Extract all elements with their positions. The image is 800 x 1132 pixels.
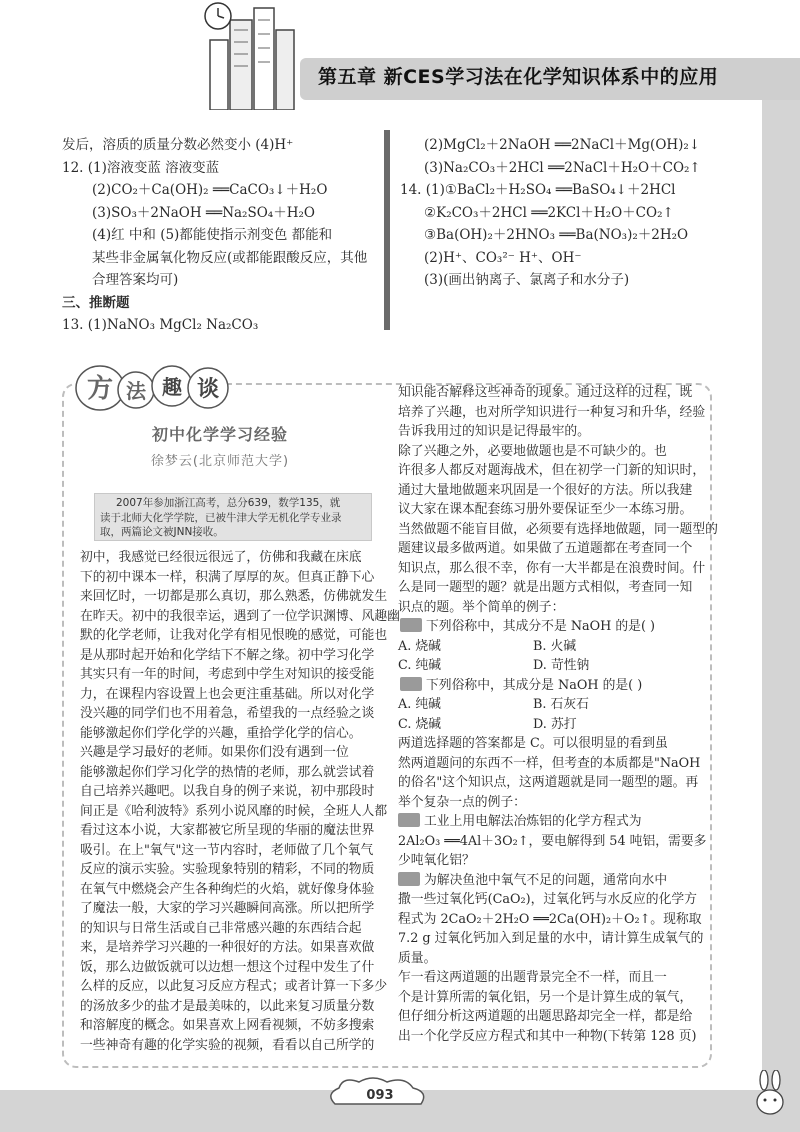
answer-line: (2)H⁺、CO₃²⁻ H⁺、OH⁻	[424, 249, 582, 266]
article-right-column	[398, 383, 718, 1046]
body-line: 是从那时起开始和化学结下不解之缘。初中学习化学	[80, 647, 375, 663]
body-line: 但仔细分析这两道题的出题思路却完全一样，都是给	[398, 1009, 693, 1024]
intro-line: 2007年参加浙江高考，总分639，数学135，就	[116, 497, 341, 509]
example-text: 为解决鱼池中氧气不足的问题，通常向水中	[424, 872, 668, 888]
badge-char: 方	[86, 374, 114, 404]
body-line: 出一个化学反应方程式和其中一种物(下转第 128 页)	[398, 1028, 697, 1044]
body-line: 议大家在课本配套练习册外要保证至少一本练习册。	[398, 502, 693, 517]
body-line: 许很多人都反对题海战术，但在初学一门新的知识时，	[398, 463, 706, 478]
example-line	[398, 871, 698, 891]
article-title: 初中化学学习经验	[151, 425, 288, 444]
answer-line: (2)MgCl₂＋2NaOH ══2NaCl＋Mg(OH)₂↓	[424, 137, 701, 153]
body-line: 告诉我用过的知识是记得最牢的。	[398, 424, 590, 439]
option: C. 烧碱	[398, 716, 442, 732]
body-line: 能够激起你们学化学的兴趣，重拾学化学的信心。	[80, 725, 362, 741]
body-line: 其实只有一年的时间，考虑到中学生对知识的接受能	[80, 667, 375, 682]
body-line: 来回忆时，一切都是那么真切，那么熟悉，仿佛就发生	[80, 589, 388, 604]
example-question	[398, 617, 698, 637]
answer-line: (2)CO₂＋Ca(OH)₂ ══CaCO₃↓＋H₂O	[92, 182, 328, 198]
answer-line: (3)(画出钠离子、氯离子和水分子)	[424, 272, 630, 288]
body-line: 培养了兴趣，也对所学知识进行一种复习和升华，经验	[398, 404, 706, 420]
answer-line: (3)SO₃＋2NaOH ══Na₂SO₄＋H₂O	[92, 204, 315, 221]
page-number: 093	[366, 1088, 394, 1103]
body-line: 除了兴趣之外，必要地做题也是不可缺少的。也	[398, 443, 667, 459]
body-line: 没兴趣的同学们也不用着急，希望我的一点经验之谈	[80, 706, 375, 721]
option: B. 火碱	[533, 638, 577, 654]
body-line: 举个复杂一点的例子：	[398, 794, 526, 810]
option: A. 烧碱	[398, 638, 441, 654]
body-line: 反应的演示实验。实验现象特别的精彩，不同的物质	[80, 862, 375, 877]
example-options-row	[398, 656, 698, 676]
body-line: 个是计算所需的氧化铝，另一个是计算生成的氧气，	[398, 989, 693, 1005]
body-line: 么是同一题型的题？就是出题方式相似，考查同一知	[398, 580, 693, 595]
body-line: 的汤放多少的盐才是最美味的，以此来复习质量分数	[80, 998, 375, 1014]
example-options-row	[398, 637, 698, 657]
answer-line: 某些非金属氧化物反应(或都能跟酸反应，其他	[92, 249, 368, 266]
article-left-column	[80, 548, 400, 1055]
option: B. 石灰石	[533, 697, 589, 712]
badge-char: 谈	[196, 377, 220, 402]
example-options-row	[398, 695, 698, 715]
author-intro	[100, 496, 368, 540]
example-question-text: 下列俗称中，其成分是 NaOH 的是( )	[426, 677, 643, 693]
body-line: 在氧气中燃烧会产生各种绚烂的火焰，就好像身体验	[80, 881, 375, 897]
body-line: 了魔法一般，大家的学习兴趣瞬间高涨。所以把所学	[80, 901, 375, 916]
body-line: 两道选择题的答案都是 C。可以很明显的看到虽	[398, 736, 668, 751]
answer-line: ②K₂CO₃＋2HCl ══2KCl＋H₂O＋CO₂↑	[424, 204, 674, 221]
body-line: 看过这本小说，大家都被它所呈现的华丽的魔法世界	[80, 823, 375, 838]
body-line: 当然做题不能盲目做，必须要有选择地做题，同一题型的	[398, 521, 718, 537]
body-line: 自己培养兴趣吧。以我自身的例子来说，初中那段时	[80, 784, 375, 799]
chapter-title: 第五章 新CES学习法在化学知识体系中的应用	[318, 66, 719, 88]
body-line: 一些神奇有趣的化学实验的视频，看看以自己所学的	[80, 1037, 375, 1053]
example-question-text: 下列俗称中，其成分不是 NaOH 的是( )	[426, 619, 656, 634]
intro-line: 读于北师大化学学院，已被牛津大学无机化学专业录	[100, 511, 342, 524]
answer-line: 13. (1)NaNO₃ MgCl₂ Na₂CO₃	[62, 317, 259, 333]
example-tag-icon	[400, 677, 422, 691]
example-line: 质量。	[398, 950, 437, 966]
body-line: 识点的题。举个简单的例子：	[398, 599, 565, 615]
answer-line: 发后，溶质的质量分数必然变小 (4)H⁺	[62, 137, 294, 153]
body-line: 乍一看这两道题的出题背景完全不一样，而且一	[398, 970, 667, 985]
body-line: 下的初中课本一样，积满了厚厚的灰。但真正静下心	[80, 569, 375, 585]
option: D. 苏打	[533, 716, 577, 732]
body-line: 的俗名"这个知识点，这两道题就是同一题型的题。再	[398, 775, 699, 790]
body-line: 在昨天。初中的我很幸运，遇到了一位学识渊博、风趣幽	[80, 608, 400, 624]
example-tag-icon	[400, 618, 422, 632]
body-line: 知识点，那么很不幸，你有一大半都是在浪费时间。什	[398, 560, 706, 576]
body-line: 初中，我感觉已经很远很远了，仿佛和我藏在床底	[80, 550, 362, 565]
example-tag-icon	[398, 872, 420, 886]
example-line: 7.2 g 过氧化钙加入到足量的水中，请计算生成氧气的	[398, 931, 704, 946]
answer-line: 12. (1)溶液变蓝 溶液变蓝	[62, 159, 220, 176]
body-line: 通过大量地做题来巩固是一个很好的方法。所以我建	[398, 482, 693, 498]
intro-line: 取，两篇论文被JNN接收。	[100, 526, 224, 538]
example-question	[398, 676, 698, 696]
badge-char: 趣	[162, 375, 182, 399]
example-options-row	[398, 715, 698, 735]
body-line: 能够激起你们学习化学的热情的老师，那么就尝试着	[80, 764, 375, 780]
right-margin-band	[762, 100, 800, 1090]
example-line	[398, 812, 698, 832]
example-text: 工业上用电解法冶炼铝的化学方程式为	[424, 814, 642, 829]
answer-line: (3)Na₂CO₃＋2HCl ══2NaCl＋H₂O＋CO₂↑	[424, 159, 701, 176]
body-line: 来，是培养学习兴趣的一种很好的方法。如果喜欢做	[80, 940, 375, 955]
example-line: 2Al₂O₃ ══4Al＋3O₂↑，要电解得到 54 吨铝，需要多	[398, 833, 707, 849]
example-line: 程式为 2CaO₂＋2H₂O ══2Ca(OH)₂＋O₂↑。现称取	[398, 911, 702, 927]
example-line: 少吨氧化铝？	[398, 853, 475, 868]
body-line: 知识能否解释这些神奇的现象。通过这样的过程，既	[398, 385, 693, 400]
body-line: 吸引。在上"氧气"这一节内容时，老师做了几个氧气	[80, 842, 374, 858]
answers-right-column	[400, 134, 701, 292]
answer-line: (4)红 中和 (5)都能使指示剂变色 都能和	[92, 227, 333, 243]
answer-line: 合理答案均可)	[92, 272, 179, 288]
example-tag-icon	[398, 813, 420, 827]
body-line: 默的化学老师，让我对化学有相见恨晚的感觉，可能也	[80, 628, 388, 643]
answer-line: 14. (1)①BaCl₂＋H₂SO₄ ══BaSO₄↓＋2HCl	[400, 182, 676, 198]
option: A. 纯碱	[398, 697, 441, 712]
option: D. 苛性钠	[533, 658, 590, 673]
badge-char: 法	[126, 379, 146, 403]
article-author: 徐梦云(北京师范大学)	[150, 454, 290, 469]
answers-left-column	[62, 134, 367, 337]
method-talk-badge	[74, 356, 234, 414]
option: C. 纯碱	[398, 658, 442, 673]
column-divider	[384, 130, 390, 330]
body-line: 然两道题问的东西不一样，但考查的本质都是"NaOH	[398, 755, 701, 771]
bunny-icon	[752, 1070, 788, 1118]
answer-line: ③Ba(OH)₂＋2HNO₃ ══Ba(NO₃)₂＋2H₂O	[424, 227, 689, 243]
body-line: 饭，那么边做饭就可以边想一想这个过程中发生了什	[80, 959, 375, 975]
body-line: 力，在课程内容设置上也会更注重基础。所以对化学	[80, 686, 375, 702]
section-heading: 三、推断题	[62, 294, 130, 311]
body-line: 的知识与日常生活或自己非常感兴趣的东西结合起	[80, 920, 362, 936]
body-line: 么样的反应，以此复习反应方程式；或者计算一下多少	[80, 979, 388, 994]
body-line: 兴趣是学习最好的老师。如果你们没有遇到一位	[80, 745, 349, 760]
body-line: 题建议最多做两道。如果做了五道题都在考查同一个	[398, 541, 693, 556]
body-line: 间正是《哈利波特》系列小说风靡的时候，全班人人都	[80, 803, 388, 819]
example-line: 撒一些过氧化钙(CaO₂)，过氧化钙与水反应的化学方	[398, 892, 697, 907]
body-line: 和溶解度的概念。如果喜欢上网看视频，不妨多搜索	[80, 1018, 375, 1033]
